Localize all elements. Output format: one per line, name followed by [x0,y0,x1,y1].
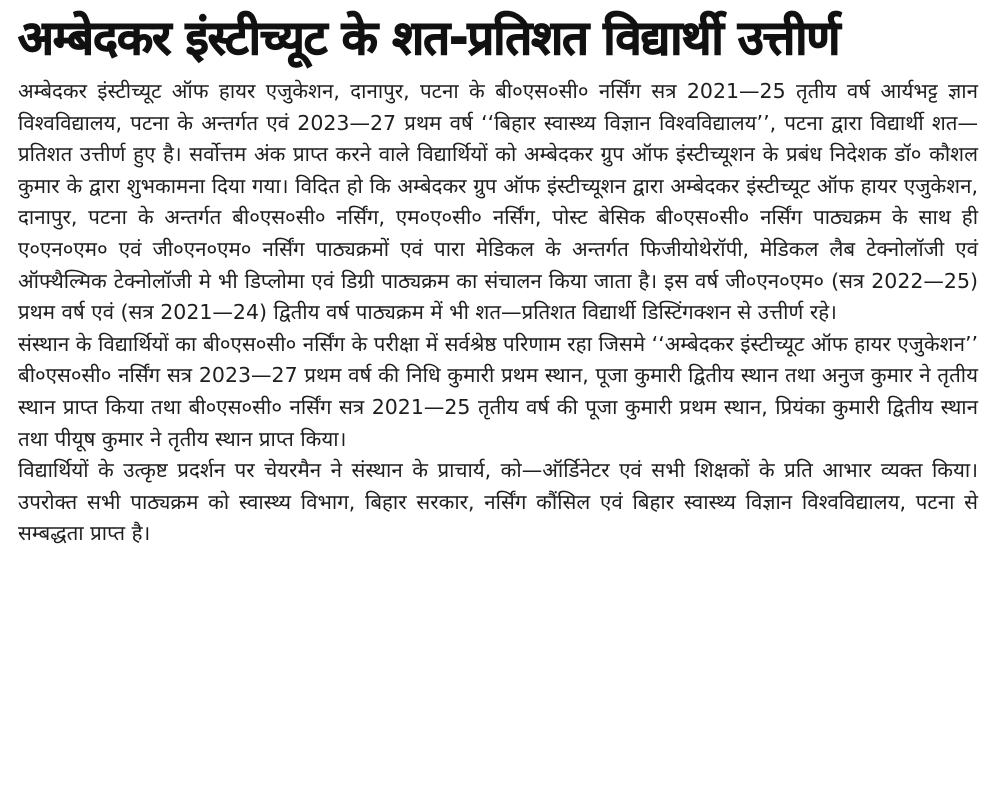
article-body [18,76,978,550]
article-headline: अम्बेदकर इंस्टीच्यूट के शत-प्रतिशत विद्यार्थी उत्तीर्ण [18,11,840,66]
article-paragraph-1: अम्बेदकर इंस्टीच्यूट ऑफ हायर एजुकेशन, दानापुर, पटना के बी०एस०सी० नर्सिंग सत्र 2021—25 तृतीय वर्ष आर्यभट्ट ज्ञान विश्वविद्यालय, पटना के अन्तर्गत एवं 2023—27 प्रथम वर्ष ‘‘बिहार स्वास्थ्य विज्ञान विश्वविद्यालय’’, पटना द्वारा विद्यार्थी शत—प्रतिशत उत्तीर्ण हुए है। सर्वोत्तम अंक प्राप्त करने वाले विद्यार्थियों को अम्बेदकर ग्रुप ऑफ इंस्टीच्यूशन के प्रबंध निदेशक डॉ० कौशल कुमार के द्वारा शुभकामना दिया गया। विदित हो कि अम्बेदकर ग्रुप ऑफ इंस्टीच्यूशन द्वारा अम्बेदकर इंस्टीच्यूट ऑफ हायर एजुकेशन, दानापुर, पटना के अन्तर्गत बी०एस०सी० नर्सिंग, एम०ए०सी० नर्सिंग, पोस्ट बेसिक बी०एस०सी० नर्सिंग पाठ्यक्रम के साथ ही ए०एन०एम० एवं जी०एन०एम० नर्सिंग पाठ्यक्रमों एवं पारा मेडिकल के अन्तर्गत फिजीयोथेरॉपी, मेडिकल लैब टेक्नोलॉजी एवं ऑफ्थैल्मिक टेक्नोलॉजी मे भी डिप्लोमा एवं डिग्री पाठ्यक्रम का संचालन किया जाता है। इस वर्ष जी०एन०एम० (सत्र 2022—25) प्रथम वर्ष एवं (सत्र 2021—24) द्वितीय वर्ष पाठ्यक्रम में भी शत—प्रतिशत विद्यार्थी डिस्टिंगक्शन से उत्तीर्ण रहे। [18,79,978,325]
article-paragraph-3: विद्यार्थियों के उत्कृष्ट प्रदर्शन पर चेयरमैन ने संस्थान के प्राचार्य, को—ऑर्डिनेटर एवं सभी शिक्षकों के प्रति आभार व्यक्त किया। उपरोक्त सभी पाठ्यक्रम को स्वास्थ्य विभाग, बिहार सरकार, नर्सिंग कौंसिल एवं बिहार स्वास्थ्य विज्ञान विश्वविद्यालय, पटना से सम्बद्धता प्राप्त है। [18,458,978,546]
article-paragraph-2: संस्थान के विद्यार्थियों का बी०एस०सी० नर्सिंग के परीक्षा में सर्वश्रेष्ठ परिणाम रहा जिसमे ‘‘अम्बेदकर इंस्टीच्यूट ऑफ हायर एजुकेशन’’ बी०एस०सी० नर्सिंग सत्र 2023—27 प्रथम वर्ष की निधि कुमारी प्रथम स्थान, पूजा कुमारी द्वितीय स्थान तथा अनुज कुमार ने तृतीय स्थान प्राप्त किया तथा बी०एस०सी० नर्सिंग सत्र 2021—25 तृतीय वर्ष की पूजा कुमारी प्रथम स्थान, प्रियंका कुमारी द्वितीय स्थान तथा पीयूष कुमार ने तृतीय स्थान प्राप्त किया। [18,331,978,451]
